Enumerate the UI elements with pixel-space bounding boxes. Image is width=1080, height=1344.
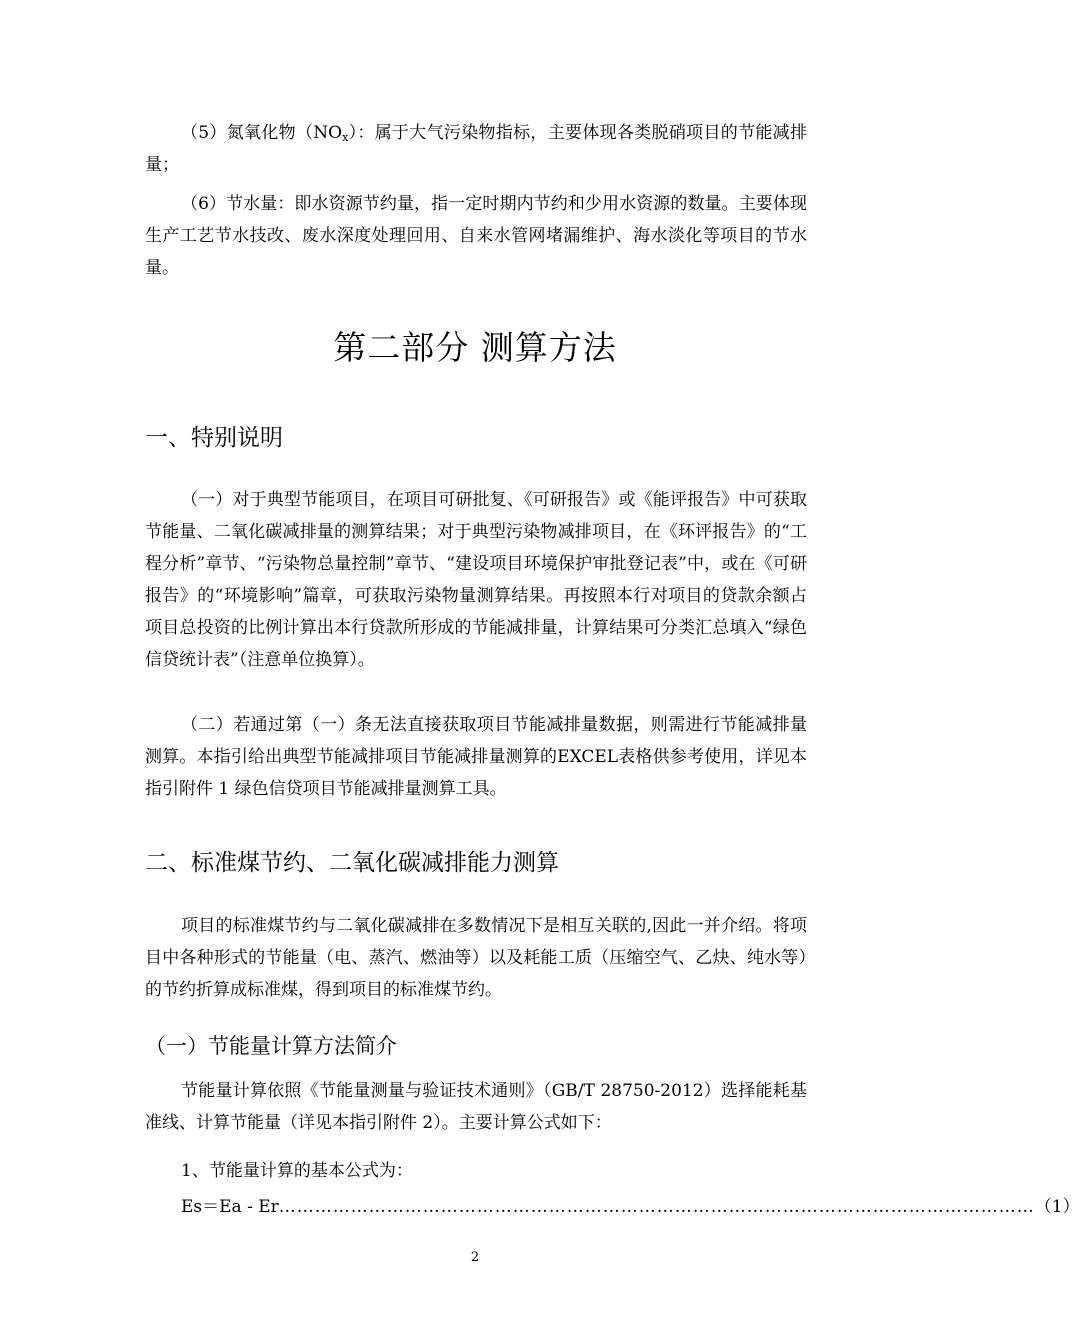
list-item-basic-formula: 1、节能量计算的基本公式为：	[181, 1161, 413, 1181]
section-heading-special-notes: 一、特别说明	[145, 425, 283, 451]
part-title: 第二部分 测算方法	[333, 328, 617, 367]
subsection-heading-energy-calc: （一）节能量计算方法简介	[145, 1034, 397, 1058]
section-heading-coal-co2: 二、标准煤节约、二氧化碳减排能力测算	[145, 850, 559, 876]
formula-leader-dots: ………………………………………………………………………………………………………………	[278, 1197, 1035, 1217]
paragraph-special-note-2: （二）若通过第（一）条无法直接获取项目节能减排量数据，则需进行节能减排量测算。本指引给出典型节能减排项目节能减排量测算的EXCEL表格供参考使用，详见本指引附件 1 绿色信贷项目节能减排量测算工具。	[145, 715, 807, 799]
formula-expression: Es＝Ea - Er	[181, 1197, 279, 1217]
paragraph-energy-calc: 节能量计算依照《节能量测量与验证技术通则》（GB/T 28750-2012）选择能耗基准线、计算节能量（详见本指引附件 2）。主要计算公式如下：	[145, 1081, 807, 1133]
paragraph-special-note-1: （一）对于典型节能项目，在项目可研批复、《可研报告》或《能评报告》中可获取节能量、二氧化碳减排量的测算结果；对于典型污染物减排项目，在《环评报告》的“工程分析”章节、“污染物总量控制”章节、“建设项目环境保护审批登记表”中，或在《可研报告》的“环境影响”篇章，可获取污染物量测算结果。再按照本行对项目的贷款余额占项目总投资的比例计算出本行贷款所形成的节能减排量，计算结果可分类汇总填入“绿色信贷统计表”（注意单位换算）。	[145, 490, 807, 670]
nox-text-a: （5）氮氧化物（NO	[181, 123, 343, 143]
paragraph-coal-intro: 项目的标准煤节约与二氧化碳减排在多数情况下是相互关联的,因此一并介绍。将项目中各种形式的节能量（电、蒸汽、燃油等）以及耗能工质（压缩空气、乙炔、纯水等）的节约折算成标准煤，得到项目的标准煤节约。	[145, 916, 807, 1000]
nox-text-b: ）：属于大气污染物指标，主要体现各类脱硝项目的节能减排量；	[145, 123, 807, 175]
paragraph-nox	[145, 117, 807, 181]
formula-number: （1）	[1034, 1197, 1080, 1217]
paragraph-water-saving: （6）节水量：即水资源节约量，指一定时期内节约和少用水资源的数量。主要体现生产工艺节水技改、废水深度处理回用、自来水管网堵漏维护、海水淡化等项目的节水量。	[145, 194, 807, 278]
page-number: 2	[470, 1250, 480, 1265]
formula-line	[181, 1191, 1080, 1223]
nox-subscript: x	[342, 131, 349, 144]
